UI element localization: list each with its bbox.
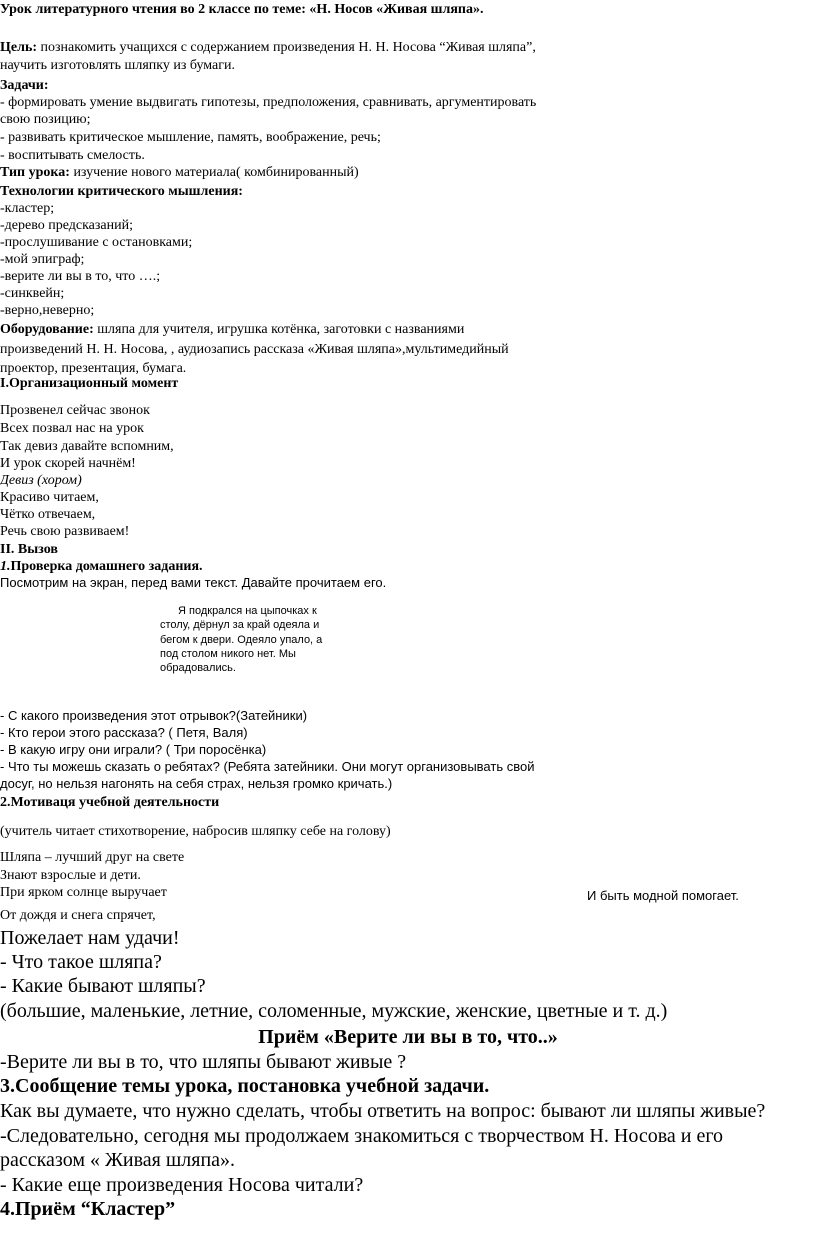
section-heading: 2.Мотиваця учебной деятельности	[0, 795, 220, 810]
equipment-line-1	[0, 322, 464, 338]
hat-poem-line: При ярком солнце выручает	[0, 885, 167, 900]
question-line: - Что ты можешь сказать о ребятах? (Ребята затейники. Они могут организовывать свой	[0, 759, 535, 774]
section-heading: 4.Приём “Кластер”	[0, 1198, 176, 1220]
technology-item: -мой эпиграф;	[0, 252, 85, 267]
document-title: Урок литературного чтения во 2 классе по теме: «Н. Носов «Живая шляпа».	[0, 2, 484, 17]
hat-poem-line: Пожелает нам удачи!	[0, 927, 180, 949]
goal-line-2: научить изготовлять шляпку из бумаги.	[0, 58, 235, 73]
poem-line: Прозвенел сейчас звонок	[0, 403, 150, 418]
tasks-heading: Задачи:	[0, 78, 49, 93]
task-line: - воспитывать смелость.	[0, 148, 145, 163]
motto-label: Девиз (хором)	[0, 473, 82, 488]
goal-line-1	[0, 40, 536, 56]
technology-item: -дерево предсказаний;	[0, 218, 133, 233]
question-line: - В какую игру они играли? ( Три поросёнка)	[0, 742, 267, 757]
task-line: - развивать критическое мышление, память, воображение, речь;	[0, 130, 381, 145]
subsection-number: 1.	[0, 559, 11, 574]
technology-item: -синквейн;	[0, 286, 65, 301]
teacher-note: (учитель читает стихотворение, набросив шляпку себе на голову)	[0, 824, 391, 839]
screen-intro: Посмотрим на экран, перед вами текст. Давайте прочитаем его.	[0, 575, 387, 590]
consequently-line: -Следовательно, сегодня мы продолжаем знакомиться с творчеством Н. Носова и его	[0, 1125, 724, 1147]
lesson-type	[0, 165, 359, 181]
hat-poem-line: От дождя и снега спрячет,	[0, 908, 156, 923]
task-line: - формировать умение выдвигать гипотезы, предположения, сравнивать, аргументировать	[0, 95, 537, 110]
poem-line: Так девиз давайте вспомним,	[0, 439, 174, 454]
question-line: досуг, но нельзя нагонять на себя страх, нельзя громко кричать.)	[0, 776, 393, 791]
other-works-question: - Какие еще произведения Носова читали?	[0, 1174, 364, 1196]
lesson-type-value: изучение нового материала( комбинированный)	[69, 165, 359, 180]
motto-line: Красиво читаем,	[0, 490, 99, 505]
poem-line: И урок скорей начнём!	[0, 456, 136, 471]
poem-line: Всех позвал нас на урок	[0, 421, 144, 436]
equipment-line-2: произведений Н. Н. Носова, , аудиозапись рассказа «Живая шляпа»,мультимедийный	[0, 342, 509, 357]
kinds-answer: (большие, маленькие, летние, соломенные, мужские, женские, цветные и т. д.)	[0, 1000, 668, 1022]
technology-item: -кластер;	[0, 201, 55, 216]
motto-line: Речь свою развиваем!	[0, 524, 130, 539]
section-heading: II. Вызов	[0, 542, 58, 557]
equipment-text: шляпа для учителя, игрушка котёнка, заготовки с названиями	[93, 322, 465, 337]
subsection-text: Проверка домашнего задания.	[10, 559, 203, 574]
motto-line: Чётко отвечаем,	[0, 507, 96, 522]
technologies-heading: Технологии критического мышления:	[0, 184, 243, 199]
question-what-hat: - Что такое шляпа?	[0, 951, 162, 973]
question-line: - Кто герои этого рассказа? ( Петя, Валя)	[0, 725, 248, 740]
technology-item: -верно,неверно;	[0, 303, 95, 318]
task-line: свою позицию;	[0, 112, 91, 127]
question-kinds-hats: - Какие бывают шляпы?	[0, 975, 206, 997]
believe-question: -Верите ли вы в то, что шляпы бывают живые ?	[0, 1051, 407, 1073]
technology-item: -прослушивание с остановками;	[0, 235, 193, 250]
goal-text: познакомить учащихся с содержанием произведения Н. Н. Носова “Живая шляпа”,	[37, 40, 536, 55]
goal-label: Цель:	[0, 40, 38, 55]
equipment-label: Оборудование:	[0, 322, 94, 337]
lesson-type-label: Тип урока:	[0, 165, 70, 180]
question-line: - С какого произведения этот отрывок?(Затейники)	[0, 708, 308, 723]
subsection-heading	[0, 559, 203, 575]
technology-item: -верите ли вы в то, что ….;	[0, 269, 161, 284]
consequently-line: рассказом « Живая шляпа».	[0, 1149, 236, 1171]
think-question: Как вы думаете, что нужно сделать, чтобы ответить на вопрос: бывают ли шляпы живые?	[0, 1100, 766, 1122]
hat-poem-line: Знают взрослые и дети.	[0, 868, 141, 883]
equipment-line-3: проектор, презентация, бумага.	[0, 361, 187, 376]
hat-poem-line-right: И быть модной помогает.	[587, 888, 739, 903]
section-heading: 3.Сообщение темы урока, постановка учебной задачи.	[0, 1075, 490, 1097]
technique-title: Приём «Верите ли вы в то, что..»	[258, 1026, 558, 1048]
section-heading: I.Организационный момент	[0, 376, 179, 391]
excerpt-text-box: Я подкрался на цыпочках к столу, дёрнул за край одеяла и бегом к двери. Одеяло упало, а под столом никого нет. Мы обрадовались.	[160, 605, 323, 675]
hat-poem-line: Шляпа – лучший друг на свете	[0, 850, 185, 865]
